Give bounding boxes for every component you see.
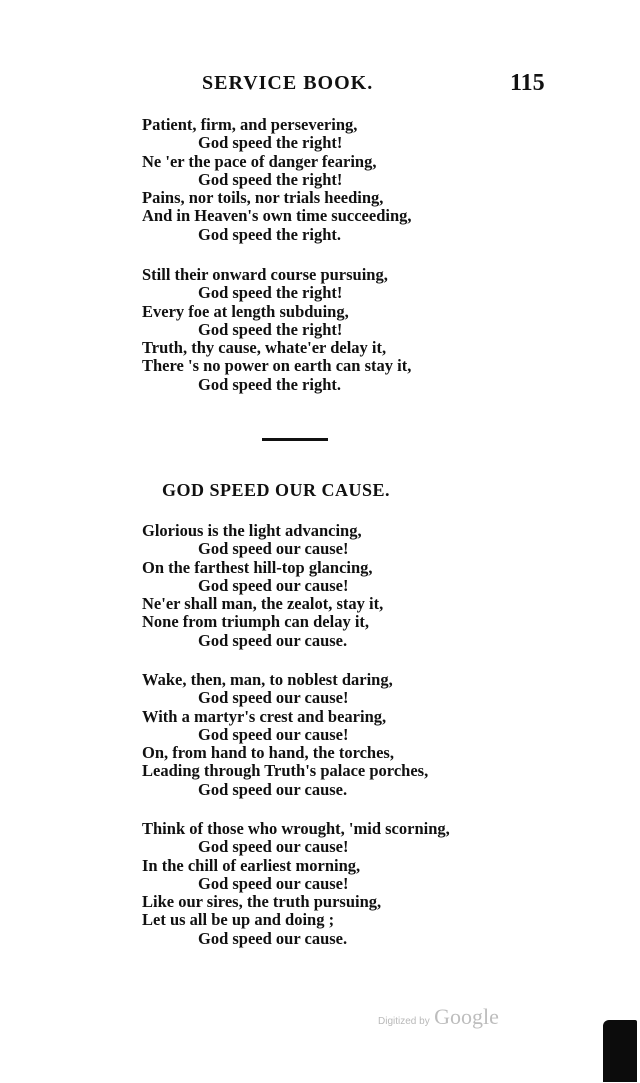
- digitized-by-watermark: [378, 1004, 499, 1030]
- hymn-title: GOD SPEED OUR CAUSE.: [162, 480, 391, 500]
- page-number: 115: [510, 70, 545, 96]
- verse-line: Pains, nor toils, nor trials heeding,: [142, 188, 384, 208]
- verse-line: There 's no power on earth can stay it,: [142, 356, 412, 376]
- verse-line: Truth, thy cause, whate'er delay it,: [142, 338, 387, 358]
- verse-line: God speed our cause!: [198, 837, 349, 857]
- verse-line: Every foe at length subduing,: [142, 301, 349, 321]
- verse-line: Wake, then, man, to noblest daring,: [142, 670, 393, 689]
- verse-line: God speed the right!: [198, 133, 343, 153]
- verse-line: Patient, firm, and persevering,: [142, 115, 358, 134]
- verse-line: God speed our cause!: [198, 873, 349, 893]
- verse-line: Glorious is the light advancing,: [142, 521, 362, 540]
- section-divider: [262, 438, 328, 441]
- verse-line: On the farthest hill-top glancing,: [142, 557, 373, 577]
- verse-line: God speed the right.: [198, 374, 342, 394]
- verse-line: God speed the right!: [198, 169, 343, 189]
- verse-line: Let us all be up and doing ;: [142, 910, 335, 930]
- verse-line: God speed our cause!: [198, 539, 349, 559]
- poem-1-stanza-2: [142, 266, 411, 394]
- verse-line: God speed the right.: [198, 224, 342, 244]
- verse-line: God speed the right!: [198, 319, 343, 339]
- verse-line: On, from hand to hand, the torches,: [142, 743, 394, 763]
- running-header-title: SERVICE BOOK.: [202, 72, 374, 94]
- poem-2-stanza-3: [142, 820, 450, 948]
- verse-line: And in Heaven's own time succeeding,: [142, 206, 412, 226]
- watermark-prefix: Digitized by: [378, 1016, 430, 1027]
- verse-line: Leading through Truth's palace porches,: [142, 761, 429, 781]
- page-edge-mark: [603, 1020, 637, 1082]
- verse-line: Ne 'er the pace of danger fearing,: [142, 151, 377, 171]
- poem-2-stanza-1: [142, 522, 383, 650]
- verse-line: God speed the right!: [198, 283, 343, 303]
- poem-2-stanza-2: [142, 671, 428, 799]
- poem-1-stanza-1: [142, 116, 412, 244]
- verse-line: Think of those who wrought, 'mid scorning,: [142, 819, 450, 838]
- verse-line: God speed our cause!: [198, 575, 349, 595]
- verse-line: God speed our cause!: [198, 688, 349, 708]
- verse-line: Still their onward course pursuing,: [142, 265, 388, 284]
- verse-line: In the chill of earliest morning,: [142, 855, 361, 875]
- verse-line: God speed our cause.: [198, 630, 348, 650]
- verse-line: Like our sires, the truth pursuing,: [142, 892, 382, 912]
- verse-line: God speed our cause!: [198, 724, 349, 744]
- verse-line: None from triumph can delay it,: [142, 612, 370, 632]
- verse-line: Ne'er shall man, the zealot, stay it,: [142, 594, 384, 614]
- verse-line: God speed our cause.: [198, 779, 348, 799]
- verse-line: With a martyr's crest and bearing,: [142, 706, 387, 726]
- google-logo: Google: [434, 1004, 499, 1029]
- verse-line: God speed our cause.: [198, 928, 348, 948]
